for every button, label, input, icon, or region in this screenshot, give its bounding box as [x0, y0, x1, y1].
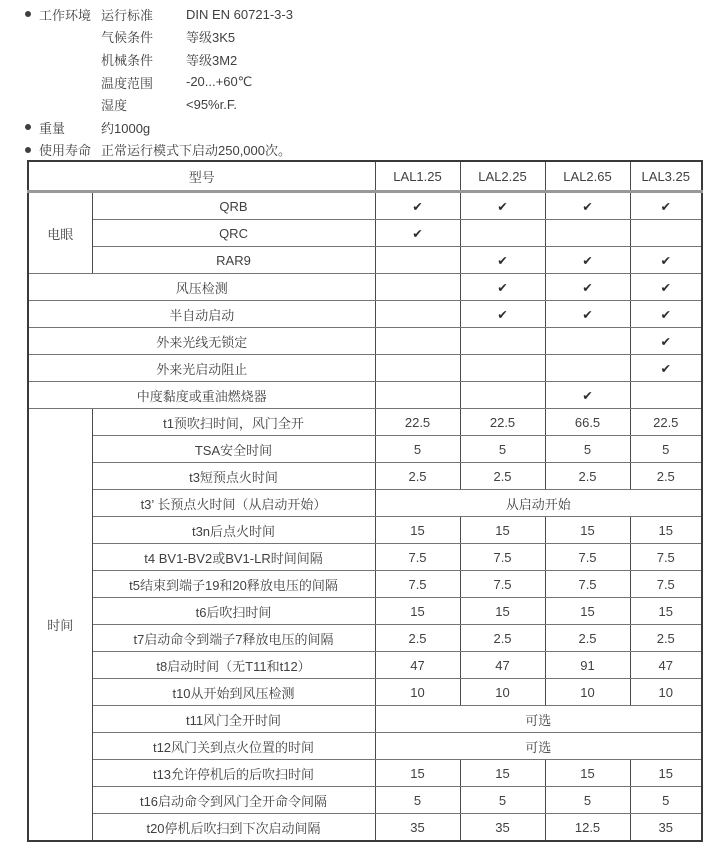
value-cell: 15	[630, 517, 702, 544]
check-cell: ✔	[460, 247, 545, 274]
value-cell: 5	[630, 787, 702, 814]
spec-label: 工作环境	[39, 7, 92, 23]
spec-key: 机械条件	[101, 52, 154, 68]
value-cell: 35	[375, 814, 460, 842]
value-cell: 7.5	[375, 571, 460, 598]
row-label: t3n后点火时间	[92, 517, 375, 544]
value-cell: 15	[460, 760, 545, 787]
spec-value: 正常运行模式下启动250,000次。	[101, 143, 291, 159]
table-row	[28, 490, 702, 517]
check-cell: ✔	[630, 301, 702, 328]
spec-key: 湿度	[101, 98, 128, 114]
row-label: t13允许停机后的后吹扫时间	[92, 760, 375, 787]
check-cell: ✔	[630, 355, 702, 382]
value-cell: 2.5	[545, 625, 630, 652]
table-row	[28, 409, 702, 436]
eye-section	[28, 192, 702, 274]
value-cell: 15	[375, 598, 460, 625]
check-cell: ✔	[545, 274, 630, 301]
check-cell	[545, 328, 630, 355]
spec-key: 温度范围	[101, 75, 154, 91]
row-label: 风压检测	[28, 274, 375, 301]
value-cell: 5	[375, 787, 460, 814]
value-cell: 2.5	[630, 463, 702, 490]
spec-table	[27, 160, 703, 842]
value-cell: 22.5	[460, 409, 545, 436]
table-row	[28, 382, 702, 409]
row-label: t7启动命令到端子7释放电压的间隔	[92, 625, 375, 652]
spec-list	[0, 0, 719, 158]
table-row	[28, 301, 702, 328]
table-row	[28, 760, 702, 787]
spec-key: 运行标准	[101, 7, 154, 23]
row-label: TSA安全时间	[92, 436, 375, 463]
value-cell: 2.5	[460, 625, 545, 652]
table-row	[28, 598, 702, 625]
time-section	[28, 409, 702, 842]
table-row	[28, 192, 702, 220]
check-cell: ✔	[545, 382, 630, 409]
value-cell: 5	[545, 436, 630, 463]
check-cell: ✔	[375, 220, 460, 247]
value-cell: 66.5	[545, 409, 630, 436]
check-cell	[460, 355, 545, 382]
value-cell: 10	[630, 679, 702, 706]
check-cell: ✔	[630, 192, 702, 220]
row-label: t5结束到端子19和20释放电压的间隔	[92, 571, 375, 598]
check-cell: ✔	[630, 247, 702, 274]
row-label: t3短预点火时间	[92, 463, 375, 490]
check-cell	[375, 328, 460, 355]
check-cell: ✔	[460, 274, 545, 301]
value-cell: 7.5	[460, 571, 545, 598]
table-row	[28, 814, 702, 842]
value-cell: 2.5	[460, 463, 545, 490]
value-cell: 5	[630, 436, 702, 463]
value-cell: 7.5	[460, 544, 545, 571]
spec-label: 重量	[39, 120, 66, 136]
span-value-cell: 可选	[375, 733, 702, 760]
row-label: t1预吹扫时间，风门全开	[92, 409, 375, 436]
table-row	[28, 436, 702, 463]
check-cell: ✔	[375, 192, 460, 220]
value-cell: 7.5	[545, 544, 630, 571]
model-column-header: LAL2.25	[460, 161, 545, 192]
row-label: t12风门关到点火位置的时间	[92, 733, 375, 760]
check-cell: ✔	[630, 274, 702, 301]
value-cell: 15	[460, 598, 545, 625]
table-row	[28, 706, 702, 733]
table-row	[28, 787, 702, 814]
check-cell	[460, 382, 545, 409]
table-row	[28, 571, 702, 598]
check-cell: ✔	[460, 301, 545, 328]
value-cell: 7.5	[375, 544, 460, 571]
row-label: t20停机后吹扫到下次启动间隔	[92, 814, 375, 842]
check-cell	[545, 355, 630, 382]
spec-value: <95%r.F.	[186, 97, 237, 113]
check-cell	[545, 220, 630, 247]
model-column-header: LAL3.25	[630, 161, 702, 192]
row-label: t3’ 长预点火时间（从启动开始）	[92, 490, 375, 517]
row-label: t4 BV1-BV2或BV1-LR时间间隔	[92, 544, 375, 571]
value-cell: 22.5	[630, 409, 702, 436]
table-row	[28, 328, 702, 355]
header-row	[28, 161, 702, 192]
value-cell: 15	[545, 760, 630, 787]
spec-value: -20...+60℃	[186, 74, 253, 90]
row-label: RAR9	[92, 247, 375, 274]
table-row	[28, 544, 702, 571]
model-header-label: 型号	[28, 161, 375, 192]
check-cell: ✔	[545, 301, 630, 328]
spec-row	[25, 71, 719, 94]
group-label-time: 时间	[28, 409, 92, 842]
spec-value: 等级3K5	[186, 30, 236, 46]
spec-row-lifetime	[25, 139, 719, 162]
bullet-icon	[25, 147, 31, 153]
spec-value: DIN EN 60721-3-3	[186, 6, 293, 22]
span-value-cell: 从启动开始	[375, 490, 702, 517]
model-column-header: LAL1.25	[375, 161, 460, 192]
row-label: QRB	[92, 192, 375, 220]
value-cell: 7.5	[630, 544, 702, 571]
value-cell: 15	[630, 760, 702, 787]
value-cell: 7.5	[630, 571, 702, 598]
value-cell: 47	[375, 652, 460, 679]
check-cell: ✔	[545, 247, 630, 274]
value-cell: 15	[375, 517, 460, 544]
table-row	[28, 220, 702, 247]
spec-row	[25, 26, 719, 49]
span-value-cell: 可选	[375, 706, 702, 733]
value-cell: 35	[460, 814, 545, 842]
row-label: t11风门全开时间	[92, 706, 375, 733]
spec-value: 等级3M2	[186, 52, 238, 68]
value-cell: 91	[545, 652, 630, 679]
spec-row	[25, 48, 719, 71]
value-cell: 15	[460, 517, 545, 544]
table-row	[28, 463, 702, 490]
value-cell: 2.5	[630, 625, 702, 652]
row-label: 半自动启动	[28, 301, 375, 328]
value-cell: 47	[460, 652, 545, 679]
spec-value: 约1000g	[101, 120, 151, 136]
value-cell: 5	[545, 787, 630, 814]
spec-row-weight	[25, 116, 719, 139]
value-cell: 12.5	[545, 814, 630, 842]
value-cell: 15	[375, 760, 460, 787]
table-row	[28, 625, 702, 652]
value-cell: 2.5	[375, 625, 460, 652]
row-label: t10从开始到风压检测	[92, 679, 375, 706]
row-label: 外来光线无锁定	[28, 328, 375, 355]
check-cell: ✔	[630, 328, 702, 355]
spec-key: 气候条件	[101, 30, 154, 46]
table-row	[28, 733, 702, 760]
table-row	[28, 679, 702, 706]
table-row	[28, 652, 702, 679]
value-cell: 35	[630, 814, 702, 842]
value-cell: 5	[460, 436, 545, 463]
check-cell: ✔	[545, 192, 630, 220]
value-cell: 10	[375, 679, 460, 706]
value-cell: 10	[460, 679, 545, 706]
row-label: 外来光启动阻止	[28, 355, 375, 382]
value-cell: 5	[375, 436, 460, 463]
table-row	[28, 355, 702, 382]
bullet-icon	[25, 11, 31, 17]
check-cell	[375, 301, 460, 328]
value-cell: 15	[545, 517, 630, 544]
model-column-header: LAL2.65	[545, 161, 630, 192]
group-label-eye: 电眼	[28, 192, 92, 274]
check-cell	[460, 328, 545, 355]
row-label: t6后吹扫时间	[92, 598, 375, 625]
spec-row-work-env	[25, 3, 719, 26]
table-row	[28, 517, 702, 544]
spec-row	[25, 93, 719, 116]
value-cell: 15	[545, 598, 630, 625]
value-cell: 15	[630, 598, 702, 625]
value-cell: 10	[545, 679, 630, 706]
check-cell	[375, 247, 460, 274]
check-cell	[375, 274, 460, 301]
value-cell: 2.5	[375, 463, 460, 490]
value-cell: 47	[630, 652, 702, 679]
value-cell: 2.5	[545, 463, 630, 490]
check-cell	[460, 220, 545, 247]
bullet-icon	[25, 124, 31, 130]
check-cell: ✔	[460, 192, 545, 220]
row-label: QRC	[92, 220, 375, 247]
check-cell	[375, 355, 460, 382]
check-cell	[630, 382, 702, 409]
table-row	[28, 247, 702, 274]
spec-label: 使用寿命	[39, 143, 92, 159]
table-row	[28, 274, 702, 301]
row-label: t8启动时间（无T11和t12）	[92, 652, 375, 679]
value-cell: 5	[460, 787, 545, 814]
row-label: 中度黏度或重油燃烧器	[28, 382, 375, 409]
value-cell: 22.5	[375, 409, 460, 436]
check-cell	[375, 382, 460, 409]
feature-section	[28, 274, 702, 409]
value-cell: 7.5	[545, 571, 630, 598]
check-cell	[630, 220, 702, 247]
row-label: t16启动命令到风门全开命令间隔	[92, 787, 375, 814]
